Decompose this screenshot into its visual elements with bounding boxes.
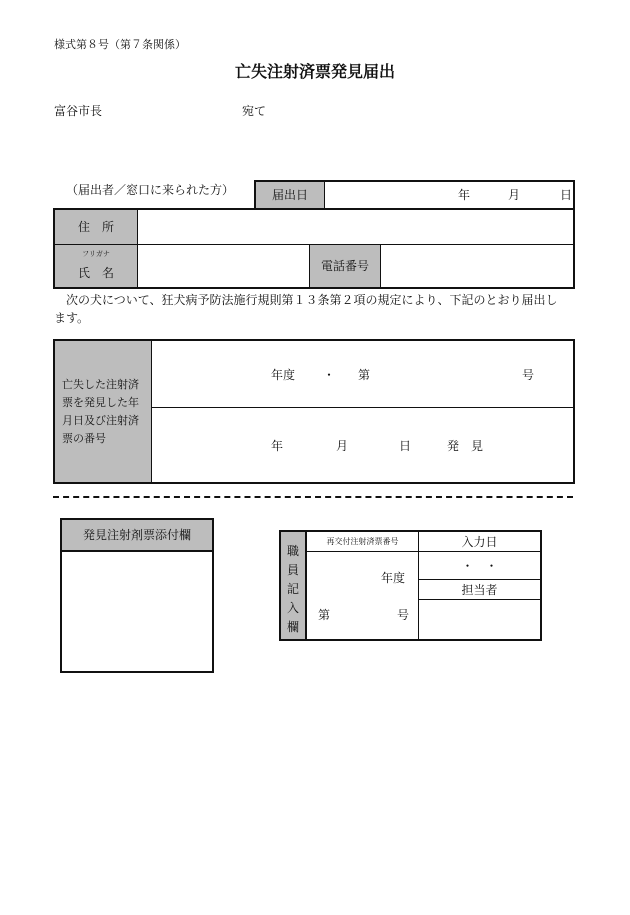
name-field[interactable]: [138, 245, 308, 287]
date-day[interactable]: 日: [560, 188, 573, 202]
date-year[interactable]: 年: [458, 188, 471, 202]
addressee-suffix: 宛て: [242, 104, 267, 118]
staff-label-char: 職: [286, 544, 299, 558]
staff-vertical-label: [281, 532, 307, 639]
tag-label-line: 票の番号: [62, 432, 106, 445]
phone-field[interactable]: [381, 245, 571, 287]
staff-box: [279, 530, 542, 641]
staff-fiscal-year[interactable]: 年度: [381, 571, 406, 585]
cut-line: [53, 496, 573, 498]
attachment-area[interactable]: [62, 552, 212, 671]
tag-label-line: 月日及び注射済: [62, 414, 139, 427]
staff-dai[interactable]: 第: [318, 608, 331, 622]
date-label: 届出日: [256, 182, 325, 208]
found-month[interactable]: 月: [336, 439, 349, 453]
found-day[interactable]: 日: [399, 439, 412, 453]
reissue-label: 再交付注射済票番号: [326, 537, 399, 546]
tag-label-line: 票を発見した年: [62, 396, 139, 409]
attachment-box: [60, 518, 214, 673]
staff-label-char: 欄: [286, 620, 299, 634]
tag-dot: ・: [323, 368, 336, 382]
form-number: 様式第８号（第７条関係）: [54, 38, 186, 51]
staff-label-char: 員: [286, 563, 299, 577]
tag-go[interactable]: 号: [522, 368, 535, 382]
staff-label-char: 記: [286, 582, 299, 596]
furigana-label: フリガナ: [82, 250, 110, 258]
person-field[interactable]: [419, 600, 540, 639]
tag-dai[interactable]: 第: [358, 368, 371, 382]
page-title: 亡失注射済票発見届出: [234, 62, 395, 81]
applicant-table: [53, 208, 575, 289]
address-field[interactable]: [138, 210, 571, 244]
date-row: [254, 180, 575, 210]
found-discovery: 発 見: [447, 439, 484, 453]
tag-info-label-cell: [55, 341, 152, 482]
applicant-note: （届出者／窓口に来られた方）: [66, 183, 235, 197]
addressee: 富谷市長: [54, 104, 103, 118]
input-date-label: 入力日: [461, 535, 498, 549]
attachment-title: 発見注射剤票添付欄: [62, 520, 212, 552]
staff-label-char: 入: [286, 601, 299, 615]
phone-label: 電話番号: [309, 245, 381, 287]
found-year[interactable]: 年: [271, 439, 284, 453]
staff-go[interactable]: 号: [397, 608, 410, 622]
tag-info-table: [53, 339, 575, 484]
statement-line2: ます。: [54, 311, 90, 325]
address-label: 住 所: [77, 220, 114, 234]
statement-line1: 次の犬について、狂犬病予防法施行規則第１３条第２項の規定により、下記のとおり届出し: [66, 293, 558, 307]
tag-label-line: 亡失した注射済: [62, 378, 139, 391]
input-date-value[interactable]: ・ ・: [461, 559, 498, 573]
name-label: 氏 名: [77, 266, 114, 280]
person-label: 担当者: [461, 583, 498, 597]
date-month[interactable]: 月: [508, 188, 521, 202]
tag-fiscal-year[interactable]: 年度: [271, 368, 296, 382]
